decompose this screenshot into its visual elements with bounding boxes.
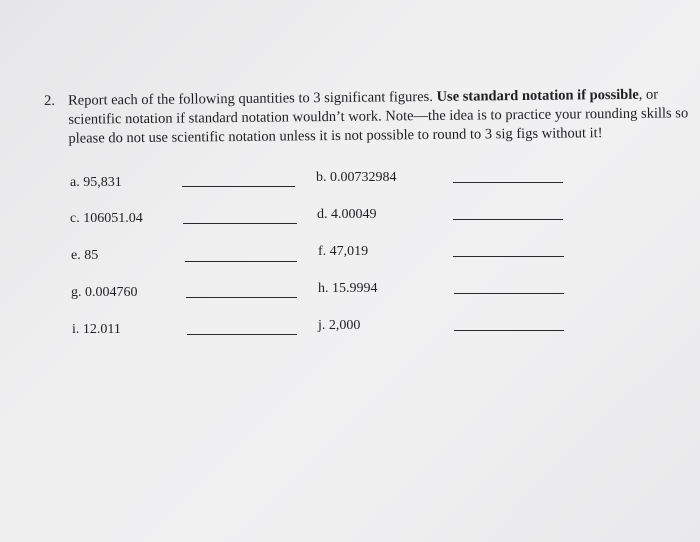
item-b-label: b. 0.00732984 xyxy=(316,170,397,185)
answer-blank-f[interactable] xyxy=(453,256,564,257)
item-g-label: g. 0.004760 xyxy=(71,285,138,300)
answer-blank-d[interactable] xyxy=(453,219,563,220)
answer-blank-b[interactable] xyxy=(453,182,563,183)
item-a-label: a. 95,831 xyxy=(70,175,122,190)
question-2 xyxy=(44,85,695,149)
item-c-label: c. 106051.04 xyxy=(70,211,143,226)
answer-blank-g[interactable] xyxy=(186,297,297,298)
answer-blank-h[interactable] xyxy=(454,293,564,294)
answer-blank-a[interactable] xyxy=(182,186,295,187)
question-text-bold: Use standard notation if possible xyxy=(436,86,639,105)
answer-blank-e[interactable] xyxy=(185,261,297,262)
item-h-label: h. 15.9994 xyxy=(318,281,378,296)
question-text-part1: Report each of the following quantities to 3 significant figures. xyxy=(68,88,434,109)
item-d-label: d. 4.00049 xyxy=(317,207,377,222)
item-i-label: i. 12.011 xyxy=(72,322,121,337)
answer-blank-i[interactable] xyxy=(187,334,297,335)
answer-blank-c[interactable] xyxy=(183,223,297,224)
question-number: 2. xyxy=(44,92,56,109)
item-j-label: j. 2,000 xyxy=(318,318,361,333)
question-text xyxy=(68,85,695,149)
item-f-label: f. 47,019 xyxy=(318,244,369,259)
item-e-label: e. 85 xyxy=(71,248,99,263)
question-text-part2: , or scientific notation if standard notation wouldn’t work. Note—the idea is to practice your rounding skills so please do not use scientific notation unless it is not possible to round to 3 sig figs without it! xyxy=(68,86,689,147)
answer-blank-j[interactable] xyxy=(454,330,564,331)
